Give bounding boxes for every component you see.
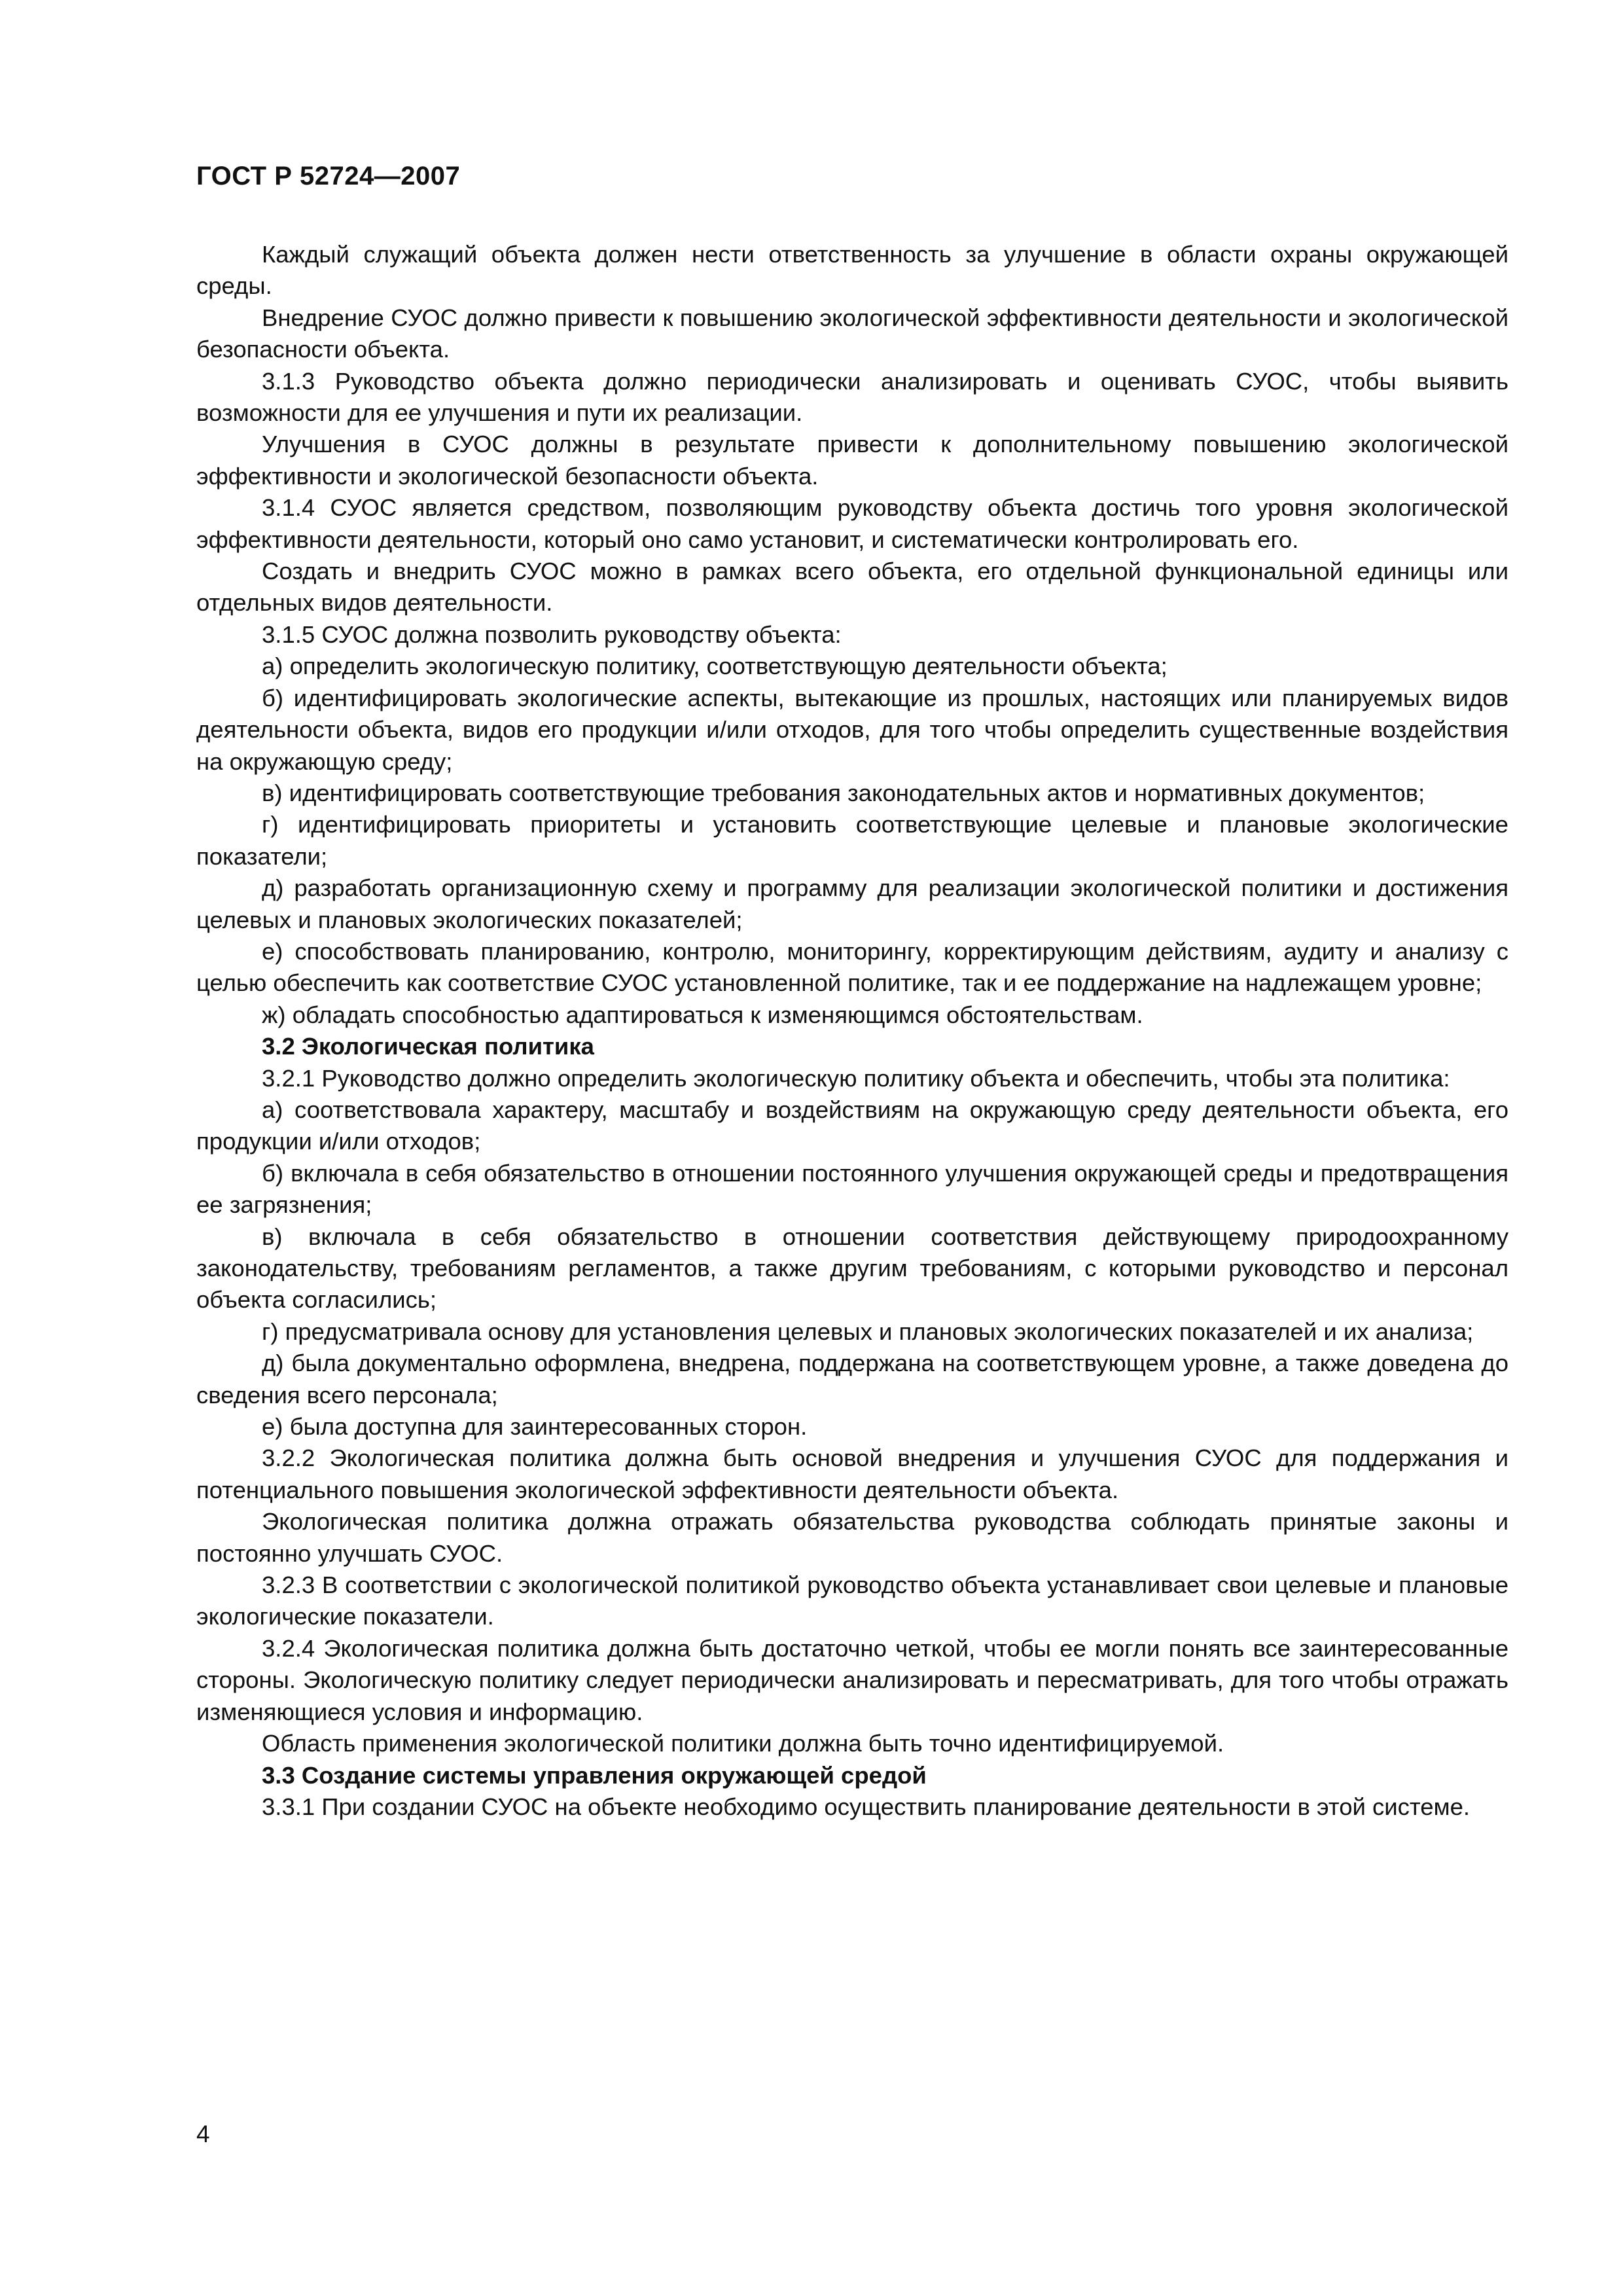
list-item: е) способствовать планированию, контролю, мониторингу, корректирующим действиям, аудиту и анализу с целью обеспечить как соответствие СУОС установленной политике, так и ее поддержание на надлежащем уровне;	[196, 937, 1508, 997]
document-code-header: ГОСТ Р 52724—2007	[196, 162, 461, 190]
list-item: е) была доступна для заинтересованных сторон.	[262, 1413, 808, 1441]
list-item: а) определить экологическую политику, соответствующую деятельности объекта;	[262, 653, 1168, 680]
document-body	[196, 239, 1508, 1823]
paragraph: 3.3.1 При создании СУОС на объекте необходимо осуществить планирование деятельности в этой системе.	[262, 1793, 1471, 1820]
list-item: в) идентифицировать соответствующие требования законодательных актов и нормативных документов;	[262, 779, 1425, 806]
page-number: 4	[196, 2121, 210, 2147]
paragraph: 3.2.2 Экологическая политика должна быть основой внедрения и улучшения СУОС для поддержания и потенциального повышения экологической эффективности деятельности объекта.	[196, 1444, 1508, 1503]
list-item: д) разработать организационную схему и программу для реализации экологической политики и достижения целевых и плановых экологических показателей;	[196, 874, 1508, 933]
paragraph: 3.2.4 Экологическая политика должна быть достаточно четкой, чтобы ее могли понять все заинтересованные стороны. Экологическую политику следует периодически анализировать и пересматривать, для того чтобы отражать изменяющиеся условия и информацию.	[196, 1634, 1508, 1725]
list-item: г) предусматривала основу для установления целевых и плановых экологических показателей и их анализа;	[262, 1318, 1474, 1345]
paragraph: 3.1.5 СУОС должна позволить руководству объекта:	[262, 620, 842, 648]
paragraph: 3.1.4 СУОС является средством, позволяющим руководству объекта достичь того уровня экологической эффективности деятельности, который оно само установит, и систематически контролировать его.	[196, 494, 1508, 553]
paragraph: Область применения экологической политики должна быть точно идентифицируемой.	[262, 1730, 1224, 1757]
list-item: а) соответствовала характеру, масштабу и воздействиям на окружающую среду деятельности объекта, его продукции и/или отходов;	[196, 1096, 1508, 1155]
paragraph: Экологическая политика должна отражать обязательства руководства соблюдать принятые законы и постоянно улучшать СУОС.	[196, 1508, 1508, 1567]
list-item: б) идентифицировать экологические аспекты, вытекающие из прошлых, настоящих или планируемых видов деятельности объекта, видов его продукции и/или отходов, для того чтобы определить существенные воздействия на окружающую среду;	[196, 684, 1508, 775]
list-item: ж) обладать способностью адаптироваться к изменяющимся обстоятельствам.	[262, 1001, 1143, 1028]
paragraph: Улучшения в СУОС должны в результате привести к дополнительному повышению экологической эффективности и экологической безопасности объекта.	[196, 431, 1508, 490]
section-heading: 3.3 Создание системы управления окружающей средой	[262, 1761, 927, 1789]
paragraph: 3.2.1 Руководство должно определить экологическую политику объекта и обеспечить, чтобы эта политика:	[262, 1064, 1450, 1092]
paragraph: Каждый служащий объекта должен нести ответственность за улучшение в области охраны окружающей среды.	[196, 241, 1508, 300]
paragraph: Внедрение СУОС должно привести к повышению экологической эффективности деятельности и экологической безопасности объекта.	[196, 304, 1508, 363]
list-item: д) была документально оформлена, внедрена, поддержана на соответствующем уровне, а также доведена до сведения всего персонала;	[196, 1350, 1508, 1408]
section-heading: 3.2 Экологическая политика	[262, 1033, 594, 1060]
paragraph: Создать и внедрить СУОС можно в рамках всего объекта, его отдельной функциональной единицы или отдельных видов деятельности.	[196, 558, 1508, 617]
paragraph: 3.1.3 Руководство объекта должно периодически анализировать и оценивать СУОС, чтобы выявить возможности для ее улучшения и пути их реализации.	[196, 367, 1508, 427]
list-item: в) включала в себя обязательство в отношении соответствия действующему природоохранному законодательству, требованиям регламентов, а также другим требованиям, с которыми руководство и персонал объекта согласились;	[196, 1223, 1508, 1314]
paragraph: 3.2.3 В соответствии с экологической политикой руководство объекта устанавливает свои целевые и плановые экологические показатели.	[196, 1571, 1508, 1630]
list-item: г) идентифицировать приоритеты и установить соответствующие целевые и плановые экологические показатели;	[196, 811, 1508, 870]
list-item: б) включала в себя обязательство в отношении постоянного улучшения окружающей среды и предотвращения ее загрязнения;	[196, 1159, 1508, 1219]
